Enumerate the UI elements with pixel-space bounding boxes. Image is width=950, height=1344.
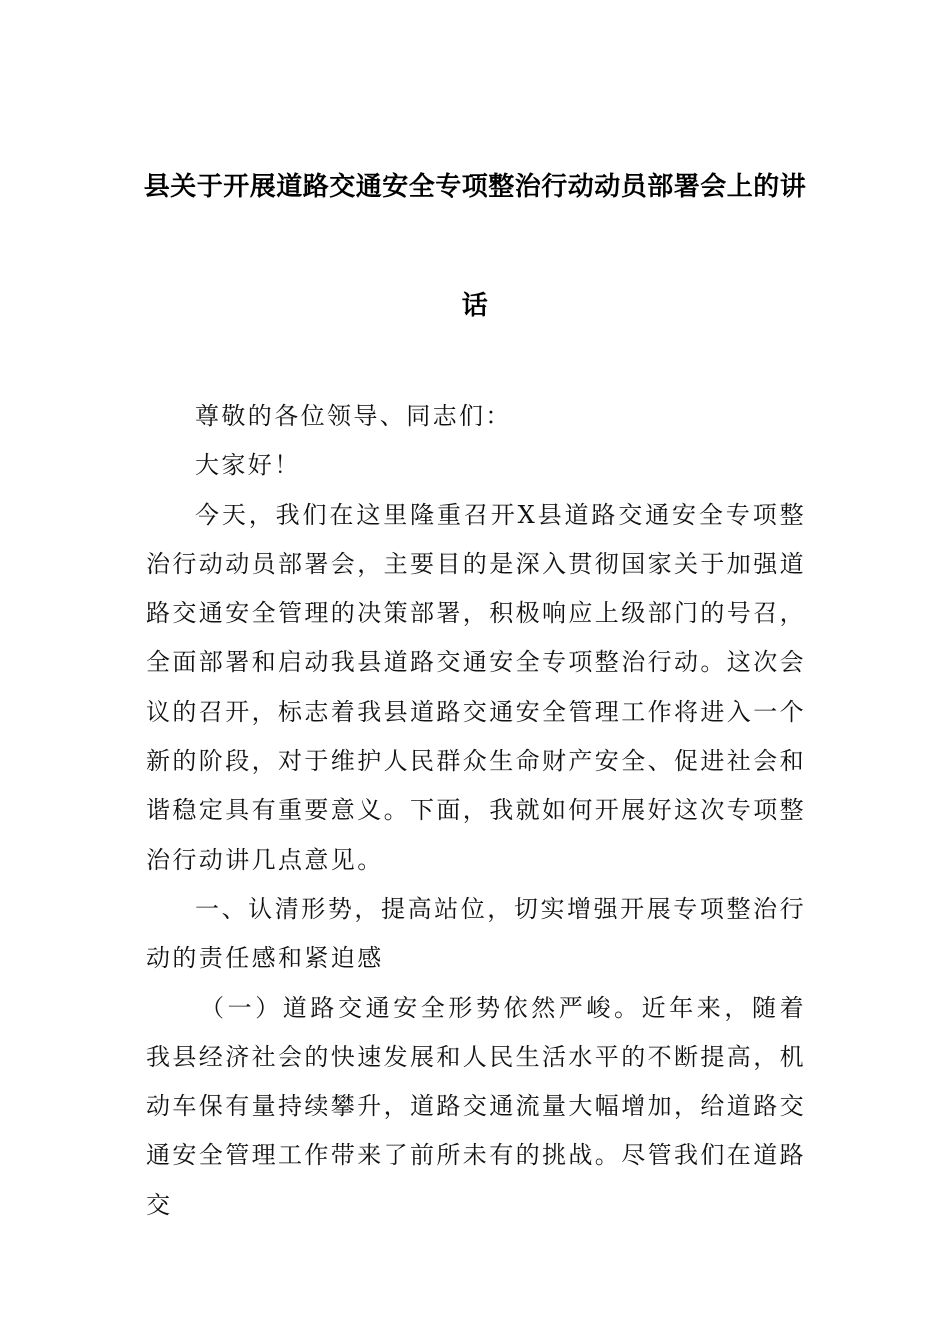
subsection-paragraph-1: （一）道路交通安全形势依然严峻。近年来，随着我县经济社会的快速发展和人民生活水平的不断提高，机动车保有量持续攀升，道路交通流量大幅增加，给道路交通安全管理工作带来了前所未有的挑战。尽管我们在道路交: [146, 993, 806, 1219]
document-title-line-2: 话: [461, 291, 489, 321]
section-heading-1: 一、认清形势，提高站位，切实增强开展专项整治行动的责任感和紧迫感: [146, 894, 806, 973]
greeting: 大家好！: [195, 451, 301, 480]
document-title-line-1: 县关于开展道路交通安全专项整治行动动员部署会上的讲: [143, 172, 807, 202]
paragraph-opening: 今天，我们在这里隆重召开X县道路交通安全专项整治行动动员部署会，主要目的是深入贯彻国家关于加强道路交通安全管理的决策部署，积极响应上级部门的号召，全面部署和启动我县道路交通安全专项整治行动。这次会议的召开，标志着我县道路交通安全管理工作将进入一个新的阶段，对于维护人民群众生命财产安全、促进社会和谐稳定具有重要意义。下面，我就如何开展好这次专项整治行动讲几点意见。: [146, 500, 806, 874]
salutation: 尊敬的各位领导、同志们：: [195, 402, 512, 430]
document-body: [146, 392, 806, 1230]
